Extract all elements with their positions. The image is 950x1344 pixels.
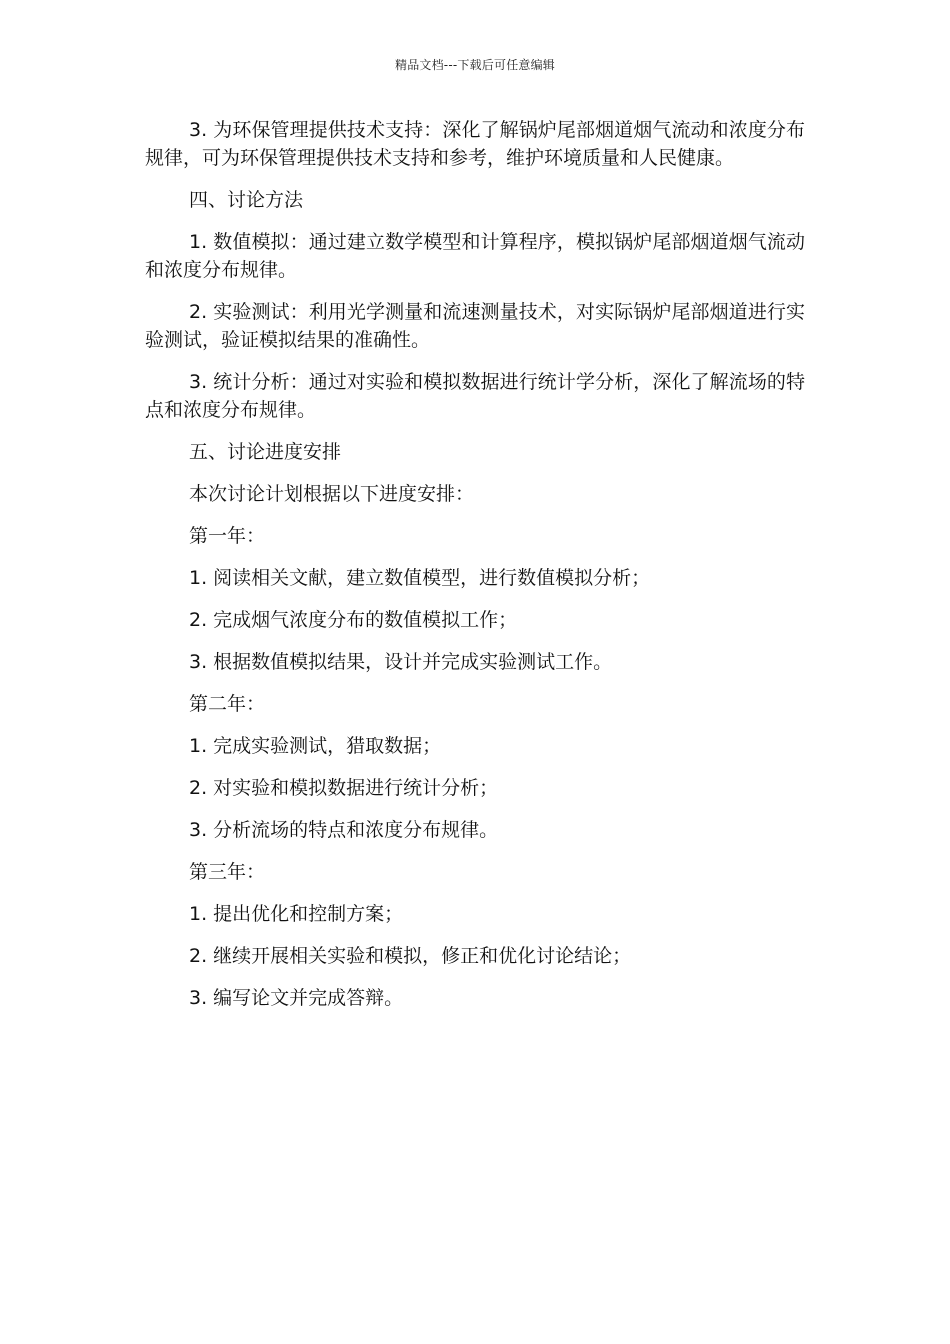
paragraph-statistical-analysis: 3. 统计分析：通过对实验和模拟数据进行统计学分析，深化了解流场的特点和浓度分布规律。 xyxy=(145,371,805,421)
paragraph-schedule-intro: 本次讨论计划根据以下进度安排： xyxy=(189,483,475,505)
page-header: 精品文档---下载后可任意编辑 xyxy=(395,58,555,72)
list-item: 2. 完成烟气浓度分布的数值模拟工作； xyxy=(189,609,518,631)
document-body xyxy=(145,116,805,1026)
year-three-heading: 第三年： xyxy=(189,861,266,883)
paragraph-numerical-simulation: 1. 数值模拟：通过建立数学模型和计算程序，模拟锅炉尾部烟道烟气流动和浓度分布规律。 xyxy=(145,231,805,281)
section-heading-schedule: 五、讨论进度安排 xyxy=(189,441,342,463)
section-heading-methods: 四、讨论方法 xyxy=(189,189,304,211)
list-item: 2. 对实验和模拟数据进行统计分析； xyxy=(189,777,499,799)
year-two-heading: 第二年： xyxy=(189,693,266,715)
list-item: 3. 编写论文并完成答辩。 xyxy=(189,987,404,1009)
list-item: 1. 阅读相关文献，建立数值模型，进行数值模拟分析； xyxy=(189,567,651,589)
paragraph-env-support: 3. 为环保管理提供技术支持：深化了解锅炉尾部烟道烟气流动和浓度分布规律，可为环保管理提供技术支持和参考，维护环境质量和人民健康。 xyxy=(145,119,805,169)
list-item: 2. 继续开展相关实验和模拟，修正和优化讨论结论； xyxy=(189,945,632,967)
list-item: 1. 完成实验测试，猎取数据； xyxy=(189,735,442,757)
list-item: 1. 提出优化和控制方案； xyxy=(189,903,404,925)
year-one-heading: 第一年： xyxy=(189,525,266,547)
paragraph-experimental-testing: 2. 实验测试：利用光学测量和流速测量技术，对实际锅炉尾部烟道进行实验测试，验证模拟结果的准确性。 xyxy=(145,301,805,351)
list-item: 3. 分析流场的特点和浓度分布规律。 xyxy=(189,819,499,841)
list-item: 3. 根据数值模拟结果，设计并完成实验测试工作。 xyxy=(189,651,613,673)
